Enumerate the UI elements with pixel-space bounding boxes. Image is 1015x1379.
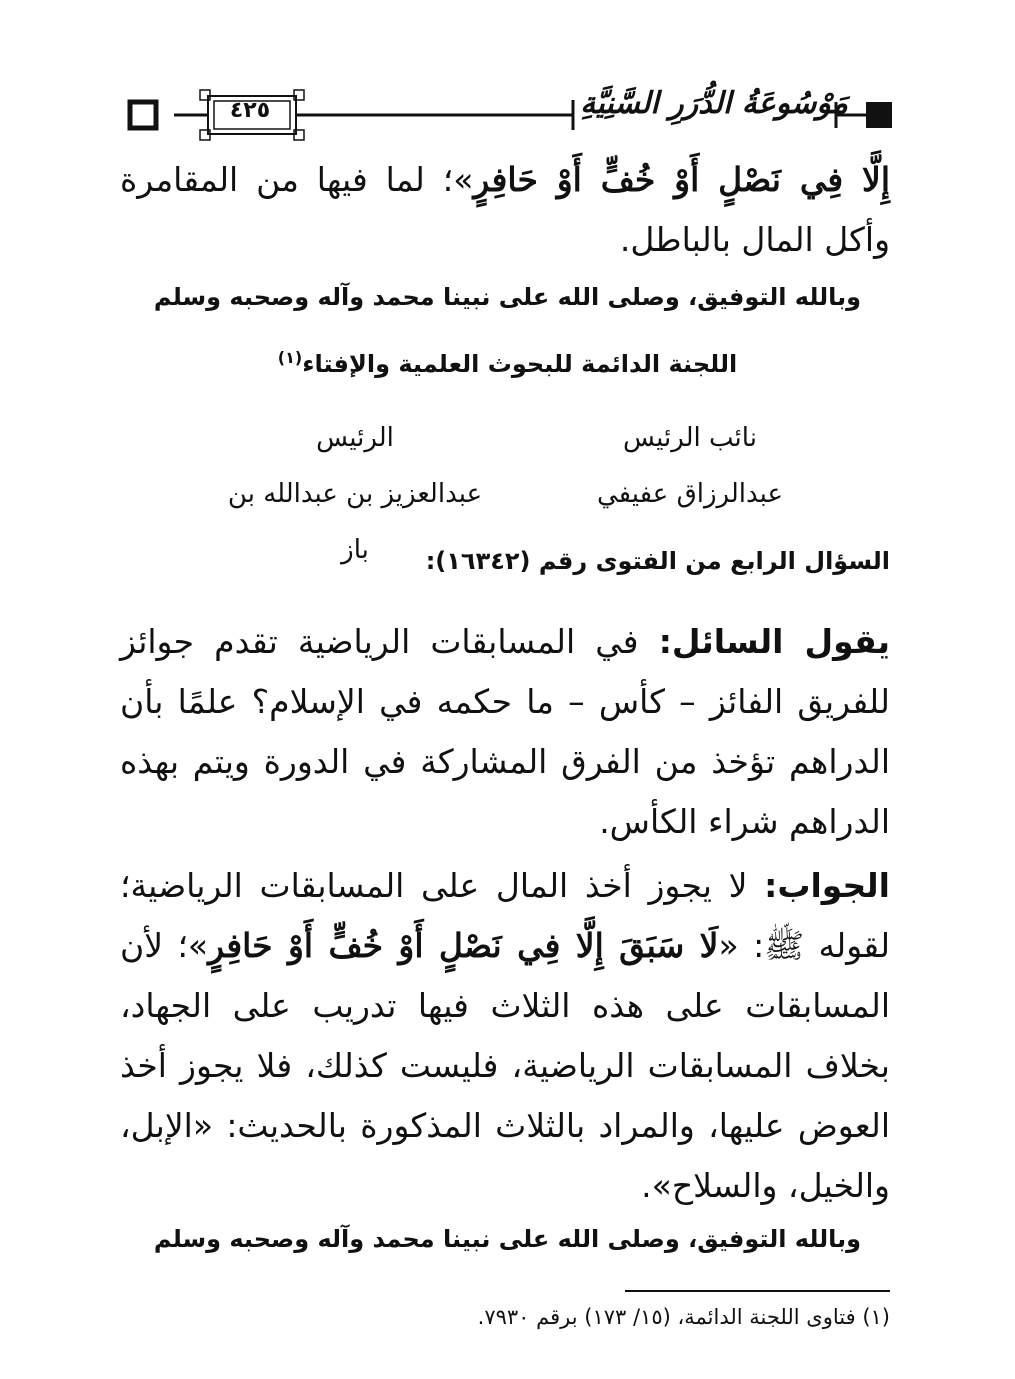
footnote-ref: (١)	[277, 348, 303, 367]
question-text: في المسابقات الرياضية تقدم جوائز للفريق الفائز – كأس – ما حكمه في الإسلام؟ علمًا بأن الدراهم تؤخذ من الفرق المشاركة في الدورة ويتم بهذه الدراهم شراء الكأس.	[120, 622, 890, 841]
intro-paragraph	[120, 150, 890, 270]
committee-title-line	[0, 348, 1015, 378]
closing-formula-2: وبالله التوفيق، وصلى الله على نبينا محمد وآله وصحبه وسلم	[153, 1225, 862, 1253]
signatory-vice-president	[580, 410, 800, 522]
question-heading: السؤال الرابع من الفتوى رقم (١٦٣٤٢):	[425, 547, 890, 575]
footnote: (١) فتاوى اللجنة الدائمة، (١٥/ ١٧٣) برقم ٧٩٣٠.	[477, 1305, 890, 1329]
signatory-role: نائب الرئيس	[623, 423, 757, 453]
answer-text-2: »؛ لأن المسابقات على هذه الثلاث فيها تدريب على الجهاد، بخلاف المسابقات الرياضية، فليست كذلك، فلا يجوز أخذ العوض عليها، والمراد بالثلاث المذكورة بالحديث: «الإبل، والخيل، والسلاح».	[120, 926, 890, 1205]
series-title: مَوْسُوعَةُ الدُّرَرِ السَّنِيَّةِ	[580, 86, 848, 121]
signatory-name: عبدالعزيز بن عبدالله بن باز	[227, 479, 483, 565]
question-lead: يقول السائل:	[658, 622, 890, 661]
signatory-name: عبدالرزاق عفيفي	[596, 479, 784, 509]
answer-hadith: لَا سَبَقَ إِلَّا فِي نَصْلٍ أَوْ خُفٍّ أَوْ حَافِرٍ	[208, 926, 719, 965]
committee-title: اللجنة الدائمة للبحوث العلمية والإفتاء	[302, 350, 738, 378]
answer-lead: الجواب:	[764, 866, 890, 905]
page-header	[118, 82, 898, 142]
footnote-divider	[625, 1290, 890, 1292]
answer-text-1: لا يجوز أخذ المال على المسابقات الرياضية؛ لقوله ﷺ: «	[120, 866, 890, 965]
signatory-role: الرئيس	[316, 423, 394, 453]
intro-continuation: »؛ لما فيها من المقامرة وأكل المال بالباطل.	[120, 160, 890, 259]
page-number: ٤٢٥	[229, 98, 271, 123]
answer-paragraph	[120, 856, 890, 1216]
intro-hadith: إِلَّا فِي نَصْلٍ أَوْ خُفٍّ أَوْ حَافِرٍ	[473, 160, 890, 199]
question-paragraph	[120, 612, 890, 852]
closing-formula-1: وبالله التوفيق، وصلى الله على نبينا محمد وآله وصحبه وسلم	[153, 283, 862, 311]
signatory-president	[220, 410, 490, 565]
